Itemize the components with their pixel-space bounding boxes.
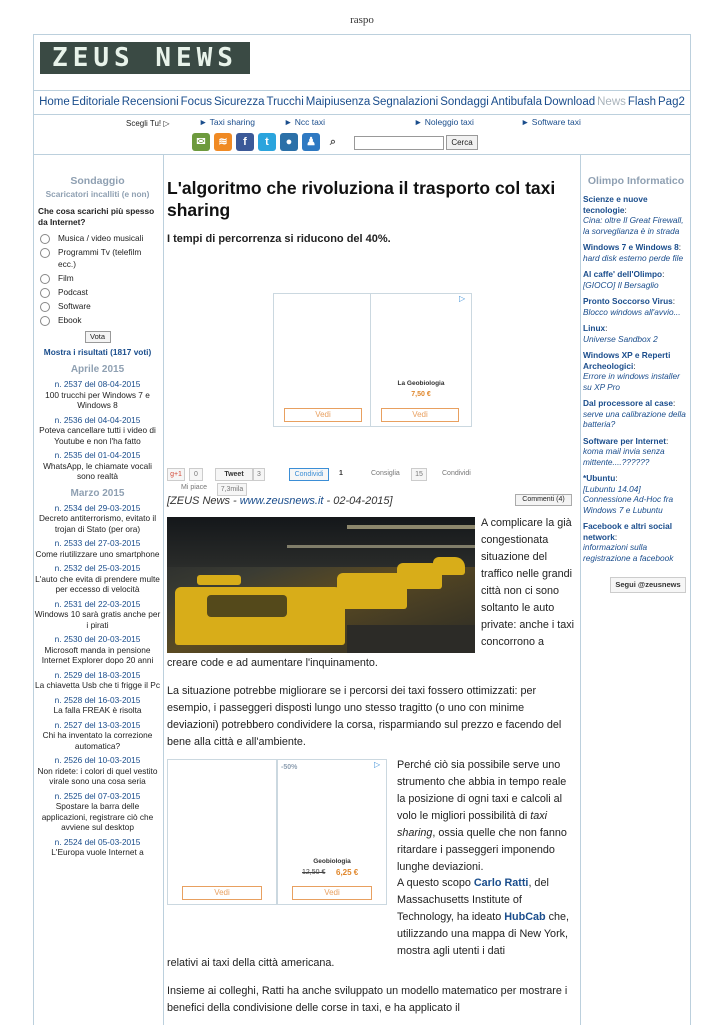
paragraph-5: Insieme ai colleghi, Ratti ha anche sviluppato un modello matematico per mostrare i benefici della condivisione delle corse in taxi, e ha applicato il [167,985,568,1014]
forum-topic-link[interactable]: [GIOCO] Il Bersaglio [583,279,659,290]
forum-category-link[interactable]: Software per Internet [583,435,666,446]
article [165,175,580,1014]
byline-date: - 02-04-2015] [323,495,393,507]
archive-item-title-link[interactable]: Come riutilizzare uno smartphone [35,548,160,559]
nav-item-maipiusenza[interactable]: Maipiusenza [305,96,371,108]
poll-option[interactable] [40,246,161,270]
user-icon[interactable]: ♟ [302,133,320,151]
poll-heading: Sondaggio [70,175,125,187]
ad-vedi-button[interactable]: Vedi [182,886,262,900]
poll-option-label: Ebook [58,315,82,325]
archive-item-date-link[interactable]: n. 2530 del 20-03-2015 [54,634,141,644]
ad-banner[interactable] [273,293,375,427]
nav-item-sondaggi[interactable]: Sondaggi [440,96,489,108]
forum-topic-link[interactable]: hard disk esterno perde file [583,252,684,263]
archive-item-date-link[interactable]: n. 2536 del 04-04-2015 [54,414,141,425]
ad-product-name: Geobiologia [313,858,351,865]
forum-category-link[interactable]: Pronto Soccorso Virus [583,296,673,306]
twitter-icon[interactable]: t [258,133,276,151]
poll-option[interactable] [40,300,161,312]
nav-item-home[interactable]: Home [39,96,70,108]
archive-item-date-link[interactable]: n. 2527 del 13-03-2015 [54,719,141,730]
byline-site-link[interactable]: www.zeusnews.it [239,495,324,507]
archive-item [34,599,161,631]
archive-month-heading: Marzo 2015 [70,487,125,499]
poll-subheading: Scaricatori incalliti (e non) [45,189,150,199]
forum-category-link[interactable]: Windows XP e Reperti Archeologici [583,350,671,371]
paragraph-3: Perché ciò sia possibile serve uno strumento che abbia in tempo reale la posizione di ogni taxi e calcoli al volo le migliori possibilità di taxi sharing, ossia quelle che non fanno ritardare i passeggeri imponendo lunghe deviazioni. [397,759,567,873]
archive-item [34,379,161,411]
ad-old-price: 12,50 € [302,869,326,876]
nav-item-news[interactable]: News [597,96,626,108]
archive-item [34,670,161,691]
radio-button[interactable] [40,288,50,298]
ad-link-noleggio-taxi[interactable]: ► Noleggio taxi [414,117,474,127]
page-frame [33,34,691,1025]
archive-item-title-link[interactable]: L'auto che evita di prendere multe per eccesso di velocità [35,573,160,594]
forum-category-link[interactable]: *Ubuntu [583,473,616,483]
scegli-tu-label: Scegli Tu! ▷ [126,119,170,128]
tweet-count: 3 [253,468,265,481]
archive-item-title-link[interactable]: Spostare la barra delle applicazioni, registrare ciò che avviene sul desktop [41,801,154,832]
forum-category-link[interactable]: Dal processore al case [583,398,673,408]
forum-item: Windows XP e Reperti Archeologici: Errore in windows installer su XP Pro [583,350,680,392]
magnifier-icon[interactable]: ⌕ [329,136,337,148]
forum-category-link[interactable]: Windows 7 e Windows 8 [583,242,679,252]
forum-item: Al caffe' dell'Olimpo: [GIOCO] Il Bersaglio [583,269,665,290]
archive-item-title-link[interactable]: Chi ha inventato la correzione automatica? [42,730,153,751]
nav-item-trucchi[interactable]: Trucchi [266,96,304,108]
archive-item-date-link[interactable]: n. 2524 del 05-03-2015 [54,836,141,847]
condividi-button[interactable]: Condividi [289,468,329,481]
forum-item: Scienze e nuove tecnologie: Cina: oltre Il Great Firewall, la sorveglianza è in strada [583,194,684,236]
archive-item [34,634,161,666]
archive-item-title-link[interactable]: La falla FREAK è risolta [53,705,142,715]
right-sidebar [582,175,690,593]
nav-item-segnalazioni[interactable]: Segnalazioni [372,96,439,108]
archive-item [34,837,161,858]
archive-item-title-link[interactable]: Non ridete: i colori di quel vestito virale sono una cosa seria [37,765,158,786]
archive-item-title-link[interactable]: Poteva cancellare tutti i video di Youtube e non l'ha fatto [39,425,156,446]
archive-item-title-link[interactable]: L'Europa vuole Internet a [51,847,144,857]
archive-item-date-link[interactable]: n. 2528 del 16-03-2015 [54,694,141,705]
poll-option-label: Programmi Tv (telefilm ecc.) [58,247,142,269]
archive-item-title-link[interactable]: 100 trucchi per Windows 7 e Windows 8 [45,389,150,410]
archive-item-title-link[interactable]: Decreto antiterrorismo, evitato il trojan di Stato (per ora) [38,513,157,534]
forum-topic-link[interactable]: serve una calibrazione della batteria? [583,408,686,429]
ad-price: 6,25 € [336,868,359,877]
consiglia-count: 15 [411,468,427,481]
nav-item-download[interactable]: Download [543,96,596,108]
forum-topic-link[interactable]: informazioni sulla registrazione a facebook [583,542,674,563]
forum-topic-link[interactable]: Blocco windows all'avvio... [583,306,681,317]
forum-category-link[interactable]: Facebook e altri social network [583,521,672,542]
divider [34,90,690,91]
page-header-label: raspo [350,14,374,26]
hubcab-link[interactable]: HubCab [504,911,546,923]
ad-product-name: La Geobiologia [397,380,445,387]
forum-topic-link[interactable]: [Lubuntu 14.04] Connessione Ad-Hoc fra Windows 7 e Lubuntu [583,483,674,515]
forum-item: Linux: Universe Sandbox 2 [583,323,658,344]
poll-option[interactable] [40,314,161,326]
ad-vedi-button[interactable]: Vedi [292,886,372,900]
ad-banner[interactable] [167,759,277,905]
archive-item [34,415,161,447]
gplus-count: 0 [189,468,203,481]
forum-item: *Ubuntu: [Lubuntu 14.04] Connessione Ad-Hoc fra Windows 7 e Lubuntu [583,473,674,515]
nav-item-recensioni[interactable]: Recensioni [121,96,179,108]
forum-topic-link[interactable]: Errore in windows installer su XP Pro [583,371,680,392]
paragraph-4: A questo scopo Carlo Ratti, del Massachusetts Institute of Technology, ha ideato HubCab che, utilizzando una mappa di New York, mostra agli utenti i dati [397,877,570,957]
archive-item-date-link[interactable]: n. 2531 del 22-03-2015 [54,598,141,609]
forum-topic-link[interactable]: Universe Sandbox 2 [583,333,658,344]
ad-link-taxi-sharing[interactable]: ► Taxi sharing [199,117,255,127]
ad-vedi-button[interactable]: Vedi [284,408,362,422]
radio-button[interactable] [40,302,50,312]
archive-item-date-link[interactable]: n. 2537 del 08-04-2015 [54,379,141,389]
radio-button[interactable] [40,248,50,258]
archive-item [34,720,161,752]
forum-category-link[interactable]: Al caffe' dell'Olimpo [583,269,663,279]
follow-zeusnews-button[interactable]: Segui @zeusnews [610,577,686,593]
forum-item: Pronto Soccorso Virus: Blocco windows all'avvio... [583,296,681,317]
archive-item [34,755,161,787]
nav-item-antibufala[interactable]: Antibufala [490,96,542,108]
forum-category-link[interactable]: Scienze e nuove tecnologie [583,194,648,215]
olimpo-heading: Olimpo Informatico [587,175,685,187]
mi-piace-count: 7,3mila [217,483,247,496]
search-button[interactable]: Cerca [446,135,478,150]
nav-item-flash[interactable]: Flash [627,96,657,108]
column-divider [580,154,581,1025]
archive-item-title-link[interactable]: Microsoft manda in pensione Internet Explorer dopo 20 anni [41,644,154,665]
poll-option[interactable] [40,232,161,244]
archive-item-date-link[interactable]: n. 2535 del 01-04-2015 [54,450,141,460]
archive-item-date-link[interactable]: n. 2526 del 10-03-2015 [54,755,141,765]
poll-question: Che cosa scarichi più spesso da Internet? [38,206,155,227]
search-input[interactable] [354,136,444,150]
adchoices-icon[interactable]: ▷ [374,760,381,769]
facebook-icon[interactable]: f [236,133,254,151]
article-title: L'algoritmo che rivoluziona il trasporto col taxi sharing [167,178,556,220]
zeus-news-logo[interactable]: ZEUS NEWS [40,42,250,74]
paragraph-4-rest: relativi ai taxi della città americana. [167,957,335,969]
archive-item [34,538,161,559]
forum-item: Facebook e altri social network: informazioni sulla registrazione a facebook [583,521,674,563]
mi-piace-button[interactable]: Mi piace [181,484,208,491]
poll-option-label: Film [58,273,74,283]
archive-month-heading: Aprile 2015 [70,364,125,375]
archive-item-title-link[interactable]: La chiavetta Usb che ti frigge il Pc [35,680,160,690]
main-nav [34,96,690,108]
radio-button[interactable] [40,316,50,326]
divider [34,154,690,155]
radio-button[interactable] [40,274,50,284]
byline [167,495,393,507]
chat-icon[interactable]: ● [280,133,298,151]
ad-link-ncc-taxi[interactable]: ► Ncc taxi [284,117,326,127]
poll-option-label: Musica / video musicali [58,233,144,243]
archive-item-date-link[interactable]: n. 2525 del 07-03-2015 [54,790,141,801]
poll-option-label: Podcast [58,287,88,297]
forum-category-link[interactable]: Linux [583,323,606,333]
archive-item-date-link[interactable]: n. 2532 del 25-03-2015 [54,563,141,573]
forum-item: Windows 7 e Windows 8: hard disk esterno perde file [583,242,684,263]
comments-button[interactable]: Commenti (4) [515,494,572,506]
consiglia-button[interactable]: Consiglia [371,470,400,477]
gplus-button[interactable]: g+1 [167,468,185,481]
poll-option-label: Software [58,301,91,311]
ad-vedi-button[interactable]: Vedi [381,408,459,422]
archive-item [34,695,161,716]
carlo-ratti-link[interactable]: Carlo Ratti [473,877,529,889]
forum-item: Dal processore al case: serve una calibrazione della batteria? [583,398,686,429]
ad-discount-badge: -50% [281,764,298,771]
rss-icon[interactable]: ≋ [214,133,232,151]
toolbar [34,115,690,153]
condividi-link[interactable]: Condividi [442,470,471,477]
article-image-taxis [167,517,475,653]
ad-link-software-taxi[interactable]: ► Software taxi [521,117,581,127]
email-icon[interactable]: ✉ [192,133,210,151]
poll-results-link[interactable]: Mostra i risultati (1817 voti) [43,347,152,357]
nav-item-focus[interactable]: Focus [180,96,212,108]
byline-prefix: [ZEUS News - [167,495,240,507]
condividi-count: 1 [339,470,343,477]
ad-banner[interactable] [370,293,472,427]
archive-item [34,563,161,595]
archive-item-date-link[interactable]: n. 2533 del 27-03-2015 [54,538,141,548]
ad-price: 7,50 € [411,391,431,398]
left-sidebar [34,175,161,858]
adchoices-icon[interactable]: ▷ [459,294,466,303]
archive-item [34,450,161,482]
forum-topic-link[interactable]: koma mail invia senza mittente....?????? [583,446,665,467]
paragraph-1-side: A complicare la già congestionata situazione del traffico nelle grandi città non ci sono soltanto le auto private: anche i taxi concorrono a [481,517,575,648]
archive-item [34,503,161,535]
paragraph-2: La situazione potrebbe migliorare se i percorsi dei taxi fossero ottimizzati: per esempio, i passeggeri disposti lungo uno stesso tragitto (o uno con minime deviazioni) potrebbero condividere la corsa, risparmiando sul prezzo e facendo del bene alla città e all'ambiente. [167,685,562,748]
archive-item-title-link[interactable]: WhatsApp, le chiamate vocali sono realtà [43,460,152,481]
forum-item: Software per Internet: koma mail invia senza mittente....?????? [583,435,669,467]
nav-item-pag2[interactable]: Pag2 [658,96,685,108]
radio-button[interactable] [40,234,50,244]
poll-option[interactable] [40,272,161,284]
tweet-button[interactable]: Tweet [215,468,253,481]
nav-item-sicurezza[interactable]: Sicurezza [213,96,265,108]
archive-item-date-link[interactable]: n. 2534 del 29-03-2015 [54,502,141,513]
vote-button[interactable]: Vota [85,331,111,343]
article-subtitle: I tempi di percorrenza si riducono del 40%. [167,233,391,245]
archive-item [34,791,161,833]
column-divider [163,154,164,1025]
paragraph-1-rest: creare code e ad aumentare l'inquinamento. [167,657,378,669]
forum-topic-link[interactable]: Cina: oltre Il Great Firewall, la sorveglianza è in strada [583,215,684,236]
ad-banner[interactable] [277,759,387,905]
nav-item-editoriale[interactable]: Editoriale [71,96,120,108]
archive-item-title-link[interactable]: Windows 10 sarà gratis anche per i pirati [34,609,161,630]
poll-option[interactable] [40,286,161,298]
archive-item-date-link[interactable]: n. 2529 del 18-03-2015 [54,669,141,680]
